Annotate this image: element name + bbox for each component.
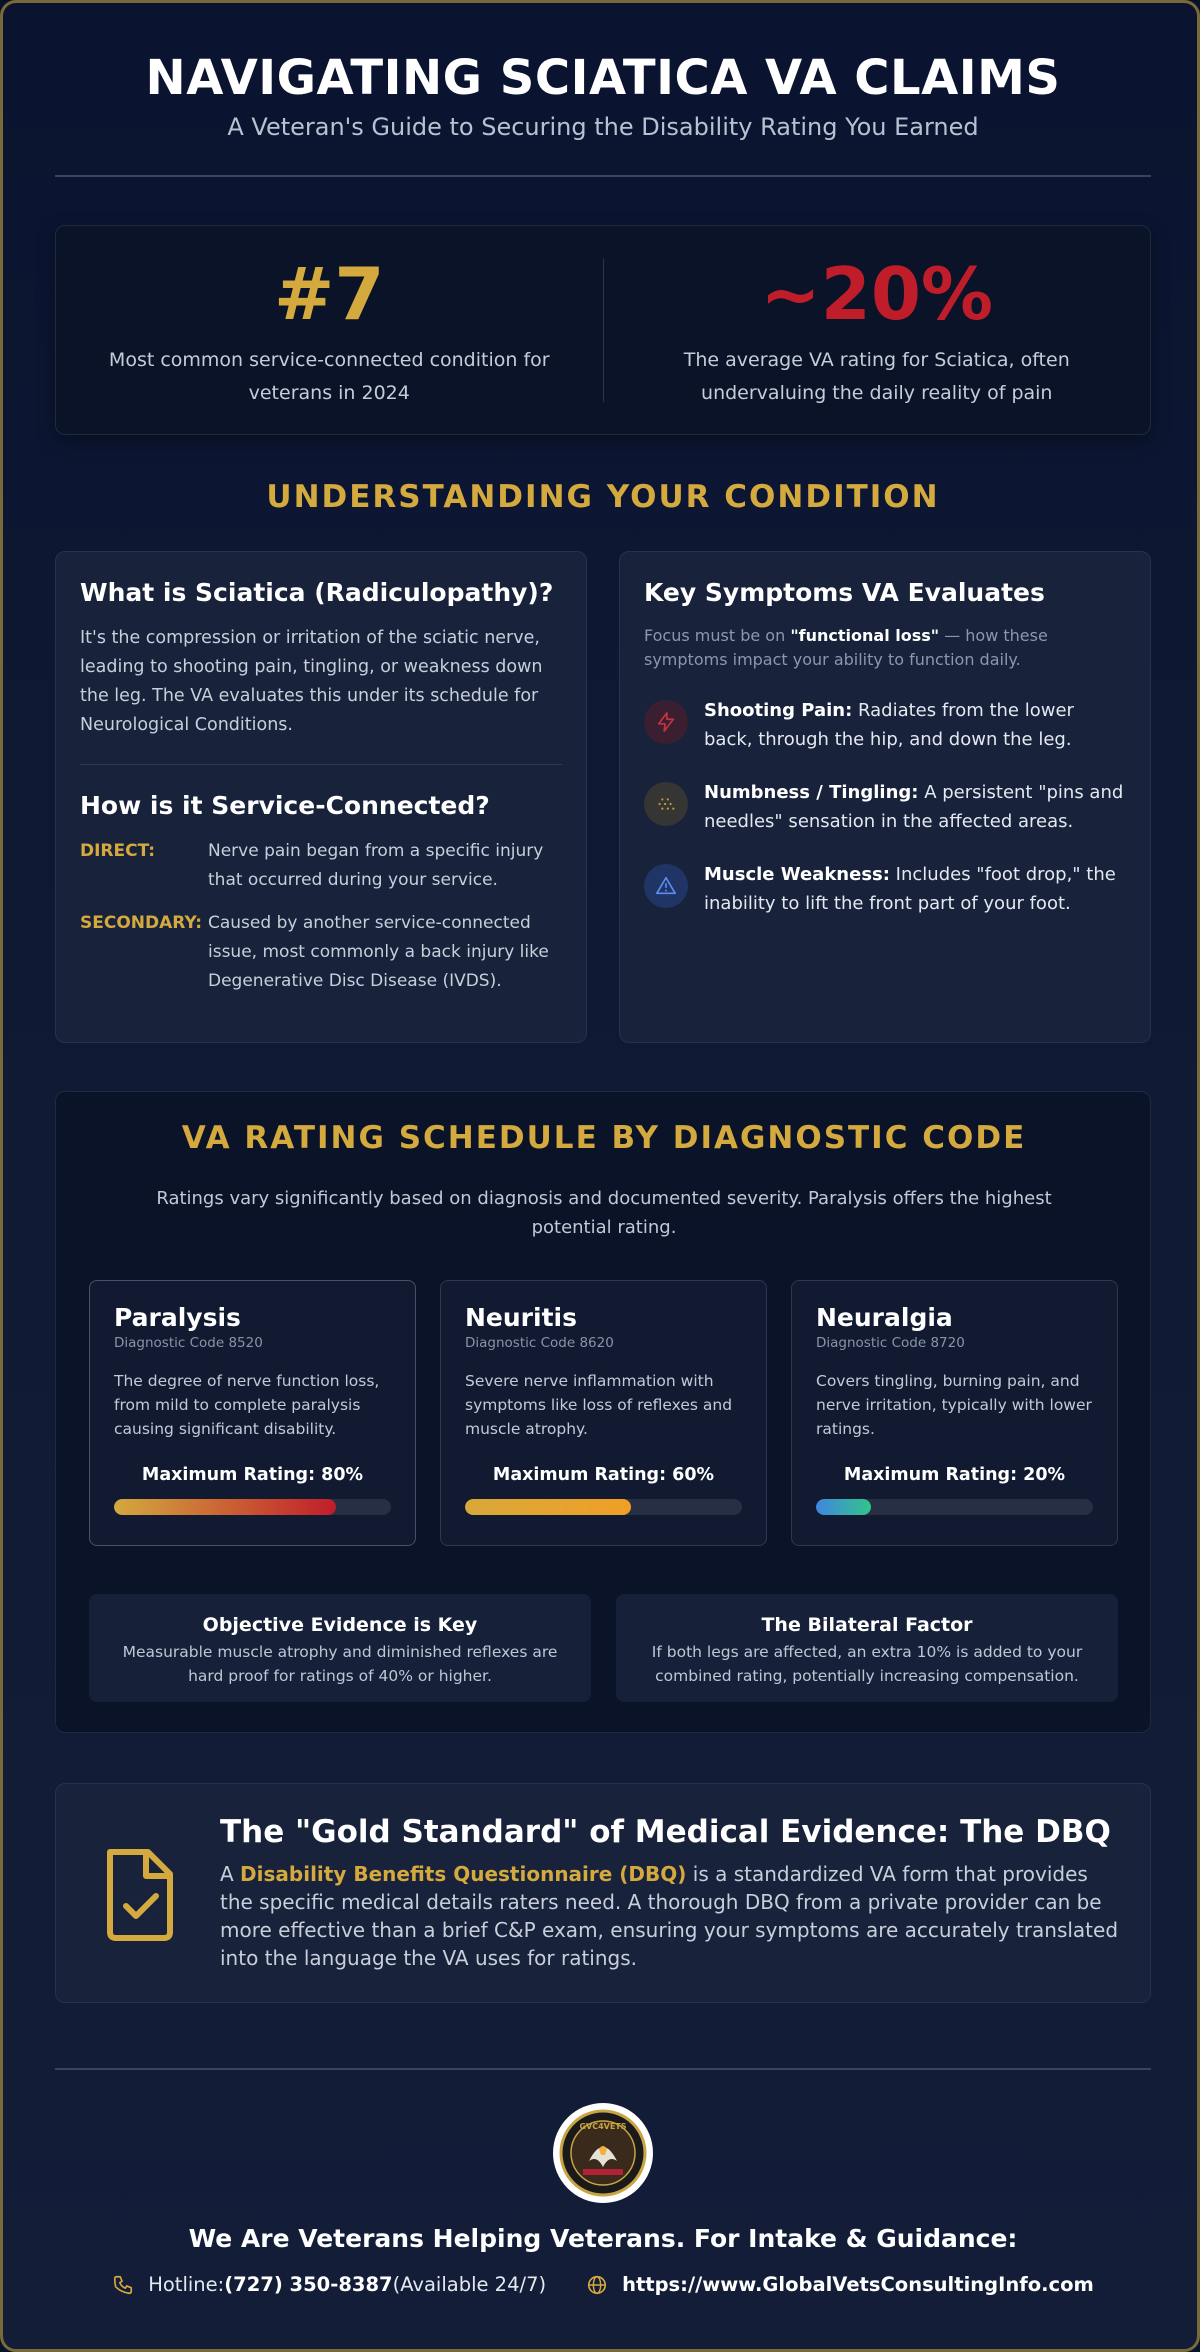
secondary-text: Caused by another service-connected issue, most commonly a back injury like Degenerative Disc Disease (IVDS).: [208, 913, 549, 991]
rating-card-description: Severe nerve inflammation with symptoms like loss of reflexes and muscle atrophy.: [465, 1372, 733, 1438]
maximum-rating-label: Maximum Rating: 60%: [492, 1465, 715, 1485]
rating-schedule-panel: [55, 1091, 1151, 1733]
hotline-number[interactable]: (727) 350-8387: [224, 2273, 393, 2296]
page-subtitle: A Veteran's Guide to Securing the Disability Rating You Earned: [227, 113, 979, 141]
stat-rank-description: Most common service-connected condition for veterans in 2024: [108, 349, 550, 404]
card-divider: [80, 764, 562, 765]
fact-text: If both legs are affected, an extra 10% is added to your combined rating, potentially increasing compensation.: [651, 1643, 1083, 1685]
phone-icon: [112, 2274, 134, 2296]
stats-panel: [55, 225, 1151, 435]
symptoms-card: [619, 551, 1151, 1043]
website-url[interactable]: https://www.GlobalVetsConsultingInfo.com: [622, 2273, 1094, 2296]
dbq-panel: [55, 1783, 1151, 2003]
footer-title: We Are Veterans Helping Veterans. For Intake & Guidance:: [188, 2224, 1018, 2253]
contact-row: [55, 2273, 1151, 2296]
lightning-icon: [644, 700, 688, 744]
rating-card-neuritis: [440, 1280, 767, 1546]
rating-bar-fill: [114, 1499, 336, 1515]
stat-rank-value: #7: [274, 252, 385, 336]
hotline[interactable]: Hotline: (727) 350-8387 (Available 24/7): [112, 2273, 546, 2296]
diagnostic-code: Diagnostic Code 8720: [816, 1335, 965, 1351]
rating-bar-track: [816, 1499, 1093, 1515]
stat-rank: [56, 226, 603, 434]
symptoms-title: Key Symptoms VA Evaluates: [644, 578, 1045, 607]
fact-objective-evidence: [89, 1594, 591, 1702]
what-is-body: It's the compression or irritation of the sciatic nerve, leading to shooting pain, tingling, or weakness down the leg. The VA evaluates this under its schedule for Neurological Conditions.: [80, 628, 543, 735]
header-divider: [55, 175, 1151, 177]
rating-bar-track: [114, 1499, 391, 1515]
globe-icon: [586, 2274, 608, 2296]
dbq-title: The "Gold Standard" of Medical Evidence: The DBQ: [220, 1814, 1111, 1850]
stat-average-value: ~20%: [760, 252, 994, 336]
service-connected-title: How is it Service-Connected?: [80, 791, 490, 820]
diagnostic-code: Diagnostic Code 8620: [465, 1335, 614, 1351]
header: [55, 49, 1151, 143]
rating-card-name: Paralysis: [114, 1303, 241, 1332]
rating-bar-fill: [465, 1499, 631, 1515]
rating-card-description: The degree of nerve function loss, from mild to complete paralysis causing significant disability.: [114, 1372, 380, 1438]
fact-title: Objective Evidence is Key: [202, 1614, 478, 1636]
fact-bilateral-factor: [616, 1594, 1118, 1702]
direct-label: DIRECT:: [80, 841, 156, 861]
symptom-numbness: Numbness / Tingling: A persistent "pins and needles" sensation in the affected areas.: [644, 778, 1126, 836]
logo: [553, 2103, 653, 2203]
footer-divider: [55, 2068, 1151, 2070]
secondary-label: SECONDARY:: [80, 913, 203, 933]
rating-card-name: Neuralgia: [816, 1303, 953, 1332]
what-is-title: What is Sciatica (Radiculopathy)?: [80, 578, 554, 607]
stat-average-description: The average VA rating for Sciatica, often undervaluing the daily reality of pain: [683, 349, 1070, 404]
secondary-row: [80, 909, 562, 996]
page-title: NAVIGATING SCIATICA VA CLAIMS: [145, 50, 1061, 106]
symptoms-note: Focus must be on "functional loss" — how these symptoms impact your ability to function daily.: [644, 626, 1048, 669]
stat-average-rating: [604, 226, 1151, 434]
svg-text:GVC4VETS: GVC4VETS: [579, 2122, 627, 2131]
rating-card-name: Neuritis: [465, 1303, 577, 1332]
dots-icon: [644, 782, 688, 826]
direct-row: [80, 837, 562, 895]
condition-card: [55, 551, 587, 1043]
website-link[interactable]: [586, 2273, 1094, 2296]
fact-title: The Bilateral Factor: [761, 1614, 973, 1636]
rating-card-description: Covers tingling, burning pain, and nerve irritation, typically with lower ratings.: [816, 1372, 1092, 1438]
maximum-rating-label: Maximum Rating: 80%: [141, 1465, 364, 1485]
understanding-heading: UNDERSTANDING YOUR CONDITION: [266, 479, 940, 515]
rating-schedule-heading: VA RATING SCHEDULE BY DIAGNOSTIC CODE: [181, 1120, 1027, 1156]
warning-icon: [644, 864, 688, 908]
symptom-muscle-weakness: Muscle Weakness: Includes "foot drop," the inability to lift the front part of your foot.: [644, 860, 1126, 918]
rating-schedule-intro: Ratings vary significantly based on diagnosis and documented severity. Paralysis offers the highest potential rating.: [156, 1188, 1052, 1238]
maximum-rating-label: Maximum Rating: 20%: [843, 1465, 1066, 1485]
rating-bar-track: [465, 1499, 742, 1515]
dbq-text: A Disability Benefits Questionnaire (DBQ) is a standardized VA form that provides the specific medical details raters need. A thorough DBQ from a private provider can be more effective than a brief C&P exam, ensuring your symptoms are accurately translated into the language the VA uses for ratings.: [220, 1862, 1119, 1970]
eagle-seal-icon: [559, 2109, 647, 2197]
document-check-icon: [100, 1846, 180, 1946]
rating-card-neuralgia: [791, 1280, 1118, 1546]
rating-bar-fill: [816, 1499, 871, 1515]
symptom-shooting-pain: Shooting Pain: Radiates from the lower back, through the hip, and down the leg.: [644, 696, 1126, 754]
direct-text: Nerve pain began from a specific injury that occurred during your service.: [208, 841, 544, 890]
rating-card-paralysis: [89, 1280, 416, 1546]
fact-text: Measurable muscle atrophy and diminished reflexes are hard proof for ratings of 40% or higher.: [122, 1643, 558, 1685]
diagnostic-code: Diagnostic Code 8520: [114, 1335, 263, 1351]
